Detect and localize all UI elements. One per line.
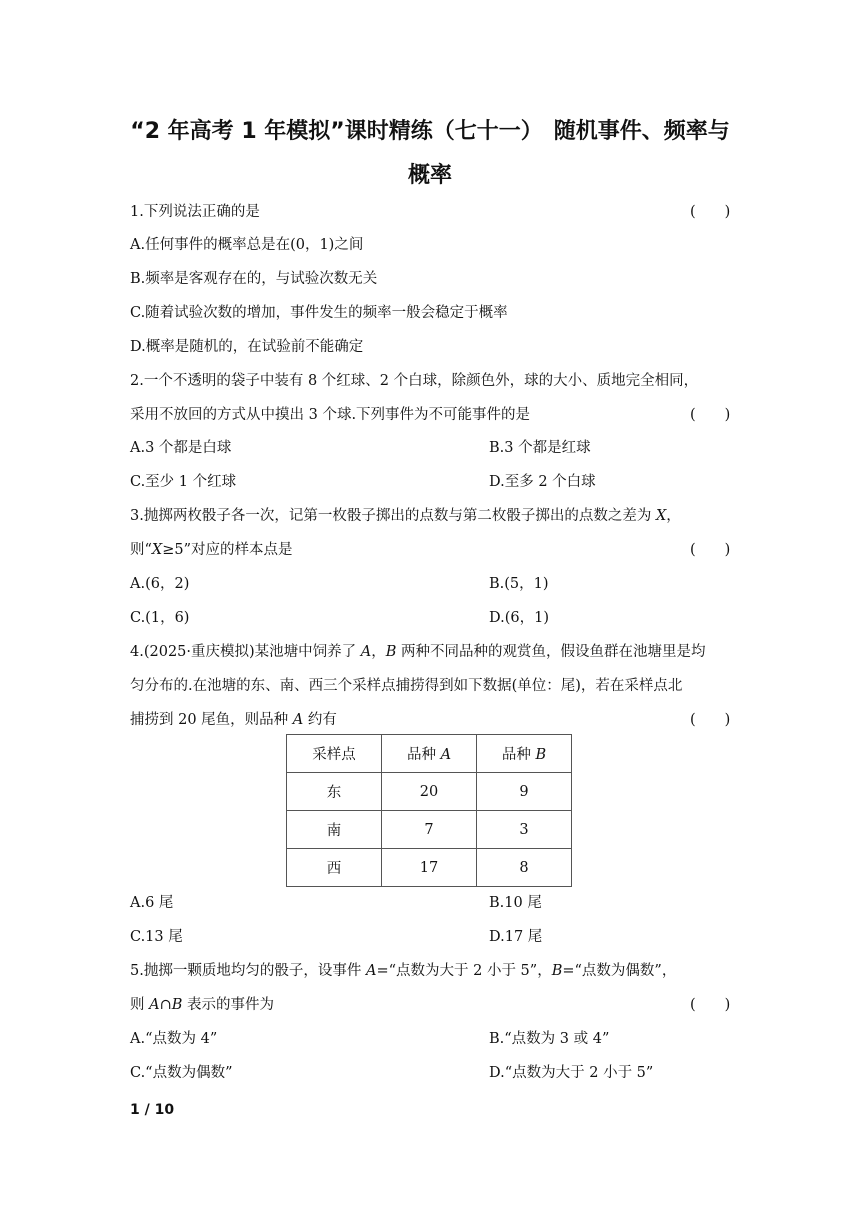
q2-stem-line1: 2.一个不透明的袋子中装有 8 个红球、2 个白球，除颜色外，球的大小、质地完全相同， [130, 373, 699, 389]
table-header-cell: 采样点 [287, 735, 382, 773]
q1-option-a: A.任何事件的概率总是在(0，1)之间 [130, 237, 364, 253]
document-title-line2: 概率 [407, 163, 452, 188]
table-header-row [287, 735, 572, 773]
table-row [287, 773, 572, 811]
q4-stem-line3: 捕捞到 20 尾鱼，则品种 A 约有 [130, 712, 337, 728]
q3-stem-line1: 3.抛掷两枚骰子各一次，记第一枚骰子掷出的点数与第二枚骰子掷出的点数之差为 X， [130, 508, 681, 524]
table-cell: 17 [382, 849, 477, 887]
table-row [287, 811, 572, 849]
q3-option-d: D.(6，1) [489, 610, 549, 626]
q4-stem-line1: 4.(2025·重庆模拟)某池塘中饲养了 A，B 两种不同品种的观赏鱼，假设鱼群在池塘里是均 [130, 644, 706, 660]
q3-stem-line2: 则“X≥5”对应的样本点是 [130, 542, 293, 558]
q3-option-c: C.(1，6) [130, 610, 190, 626]
q3-answer-paren: ( ) [690, 542, 731, 558]
table-cell: 9 [477, 773, 572, 811]
q2-answer-paren: ( ) [690, 407, 731, 423]
q5-option-c: C.“点数为偶数” [130, 1065, 233, 1081]
q3-option-a: A.(6，2) [130, 576, 190, 592]
table-cell: 7 [382, 811, 477, 849]
q1-answer-paren: ( ) [690, 204, 731, 220]
table-cell: 8 [477, 849, 572, 887]
q3-option-b: B.(5，1) [489, 576, 549, 592]
q2-option-b: B.3 个都是红球 [489, 440, 591, 456]
q5-answer-paren: ( ) [690, 997, 731, 1013]
q5-stem-line2: 则 A∩B 表示的事件为 [130, 997, 275, 1013]
q2-option-c: C.至少 1 个红球 [130, 474, 237, 490]
table-header-cell: 品种 B [477, 735, 572, 773]
page-number: 1 / 10 [130, 1102, 175, 1118]
table-cell: 南 [287, 811, 382, 849]
q5-stem-line1: 5.抛掷一颗质地均匀的骰子，设事件 A=“点数为大于 2 小于 5”，B=“点数为偶数”， [130, 963, 677, 979]
table-cell: 20 [382, 773, 477, 811]
q2-stem-line2: 采用不放回的方式从中摸出 3 个球.下列事件为不可能事件的是 [130, 407, 531, 423]
q5-option-d: D.“点数为大于 2 小于 5” [489, 1065, 654, 1081]
q5-option-b: B.“点数为 3 或 4” [489, 1031, 610, 1047]
q4-stem-line2: 匀分布的.在池塘的东、南、西三个采样点捕捞得到如下数据(单位：尾)，若在采样点北 [130, 678, 683, 694]
q5-option-a: A.“点数为 4” [130, 1031, 218, 1047]
q4-option-b: B.10 尾 [489, 895, 542, 911]
q2-option-d: D.至多 2 个白球 [489, 474, 596, 490]
q4-option-c: C.13 尾 [130, 929, 183, 945]
q1-option-c: C.随着试验次数的增加，事件发生的频率一般会稳定于概率 [130, 305, 508, 321]
table-cell: 东 [287, 773, 382, 811]
sampling-table [286, 734, 572, 887]
q1-stem: 1.下列说法正确的是 [130, 204, 260, 220]
table-header-cell: 品种 A [382, 735, 477, 773]
q1-option-b: B.频率是客观存在的，与试验次数无关 [130, 271, 378, 287]
q4-answer-paren: ( ) [690, 712, 731, 728]
document-title-line1: “2 年高考 1 年模拟”课时精练（七十一） 随机事件、频率与 [130, 119, 730, 144]
table-row [287, 849, 572, 887]
q4-option-a: A.6 尾 [130, 895, 174, 911]
q4-option-d: D.17 尾 [489, 929, 543, 945]
q2-option-a: A.3 个都是白球 [130, 440, 232, 456]
q1-option-d: D.概率是随机的，在试验前不能确定 [130, 339, 364, 355]
table-cell: 西 [287, 849, 382, 887]
table-cell: 3 [477, 811, 572, 849]
